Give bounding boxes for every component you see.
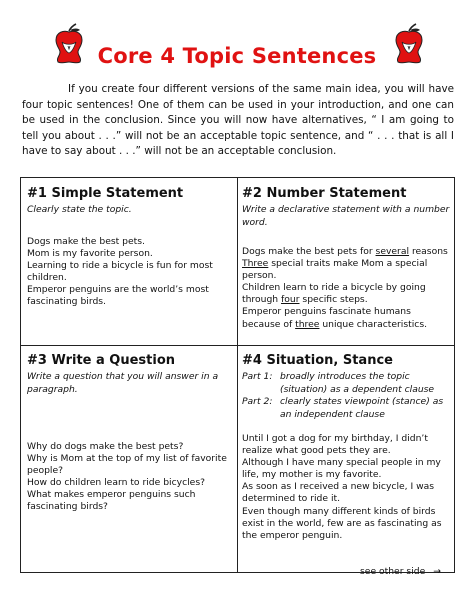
box-description (242, 371, 450, 421)
box-number-statement (242, 186, 450, 331)
number-word: three (295, 318, 320, 330)
example-sentence: As soon as I received a new bicycle, I was determined to ride it. (242, 481, 435, 505)
example-sentence: Children learn to ride a bicycle by going through four specific steps. (242, 282, 426, 306)
example-sentence: Although I have many special people in my life, my mother is my favorite. (242, 457, 441, 481)
box-situation-stance (242, 353, 450, 542)
example-sentence: How do children learn to ride bicycles? (27, 477, 205, 489)
topic-sentence-grid (20, 177, 455, 573)
box-write-a-question (27, 353, 233, 514)
number-word: four (281, 294, 300, 306)
example-sentence: Mom is my favorite person. (27, 247, 153, 259)
example-sentence: Three special traits make Mom a special person. (242, 258, 428, 282)
example-list (242, 246, 450, 331)
example-sentence: Dogs make the best pets. (27, 235, 145, 247)
part-definition: Part 1: broadly introduces the topic (situation) as a dependent clause (242, 371, 435, 395)
part-definition: Part 2: clearly states viewpoint (stance) as an independent clause (242, 396, 444, 420)
example-list (27, 236, 233, 309)
example-sentence: Emperor penguins are the world’s most fascinating birds. (27, 283, 209, 307)
number-word: several (375, 246, 410, 257)
example-sentence: Even though many different kinds of birds exist in the world, few are as fascinating as the emperor penguin. (242, 505, 442, 541)
page-title: Core 4 Topic Sentences (97, 44, 377, 68)
example-sentence: Why do dogs make the best pets? (27, 441, 184, 452)
box-heading: #3 Write a Question (27, 353, 176, 368)
see-other-side-note: see other side → (360, 566, 441, 577)
box-heading: #1 Simple Statement (27, 186, 184, 201)
box-description: Write a question that you will answer in a paragraph. (27, 371, 219, 395)
box-description: Clearly state the topic. (27, 204, 132, 215)
example-list (27, 441, 233, 514)
example-list (242, 433, 450, 542)
example-sentence: Until I got a dog for my birthday, I didn’t realize what good pets they are. (242, 433, 428, 457)
number-word: Three (242, 258, 269, 270)
example-sentence: Learning to ride a bicycle is fun for most children. (27, 259, 213, 283)
intro-text: If you create four different versions of the same main idea, you will have four topic sentences! One of them can be used in your introduction, and one can be used in the conclusion. Since you will now have alternatives, “ I am going to tell you about . . .” will not be an acceptable topic sentence, and “ . . . that is all I have to say about . . .” will not be an acceptable conclusion. (22, 83, 454, 158)
example-sentence: Why is Mom at the top of my list of favorite people? (27, 453, 227, 477)
example-sentence: Dogs make the best pets for several reasons (242, 246, 448, 257)
example-sentence: What makes emperor penguins such fascinating birds? (27, 489, 196, 513)
arrow-right-icon: → (433, 566, 441, 577)
example-sentence: Emperor penguins fascinate humans because of three unique characteristics. (242, 306, 428, 330)
box-simple-statement (27, 186, 233, 308)
box-heading: #4 Situation, Stance (242, 353, 393, 368)
box-description: Write a declarative statement with a number word. (242, 204, 450, 228)
box-heading: #2 Number Statement (242, 186, 407, 201)
intro-paragraph (22, 82, 454, 160)
